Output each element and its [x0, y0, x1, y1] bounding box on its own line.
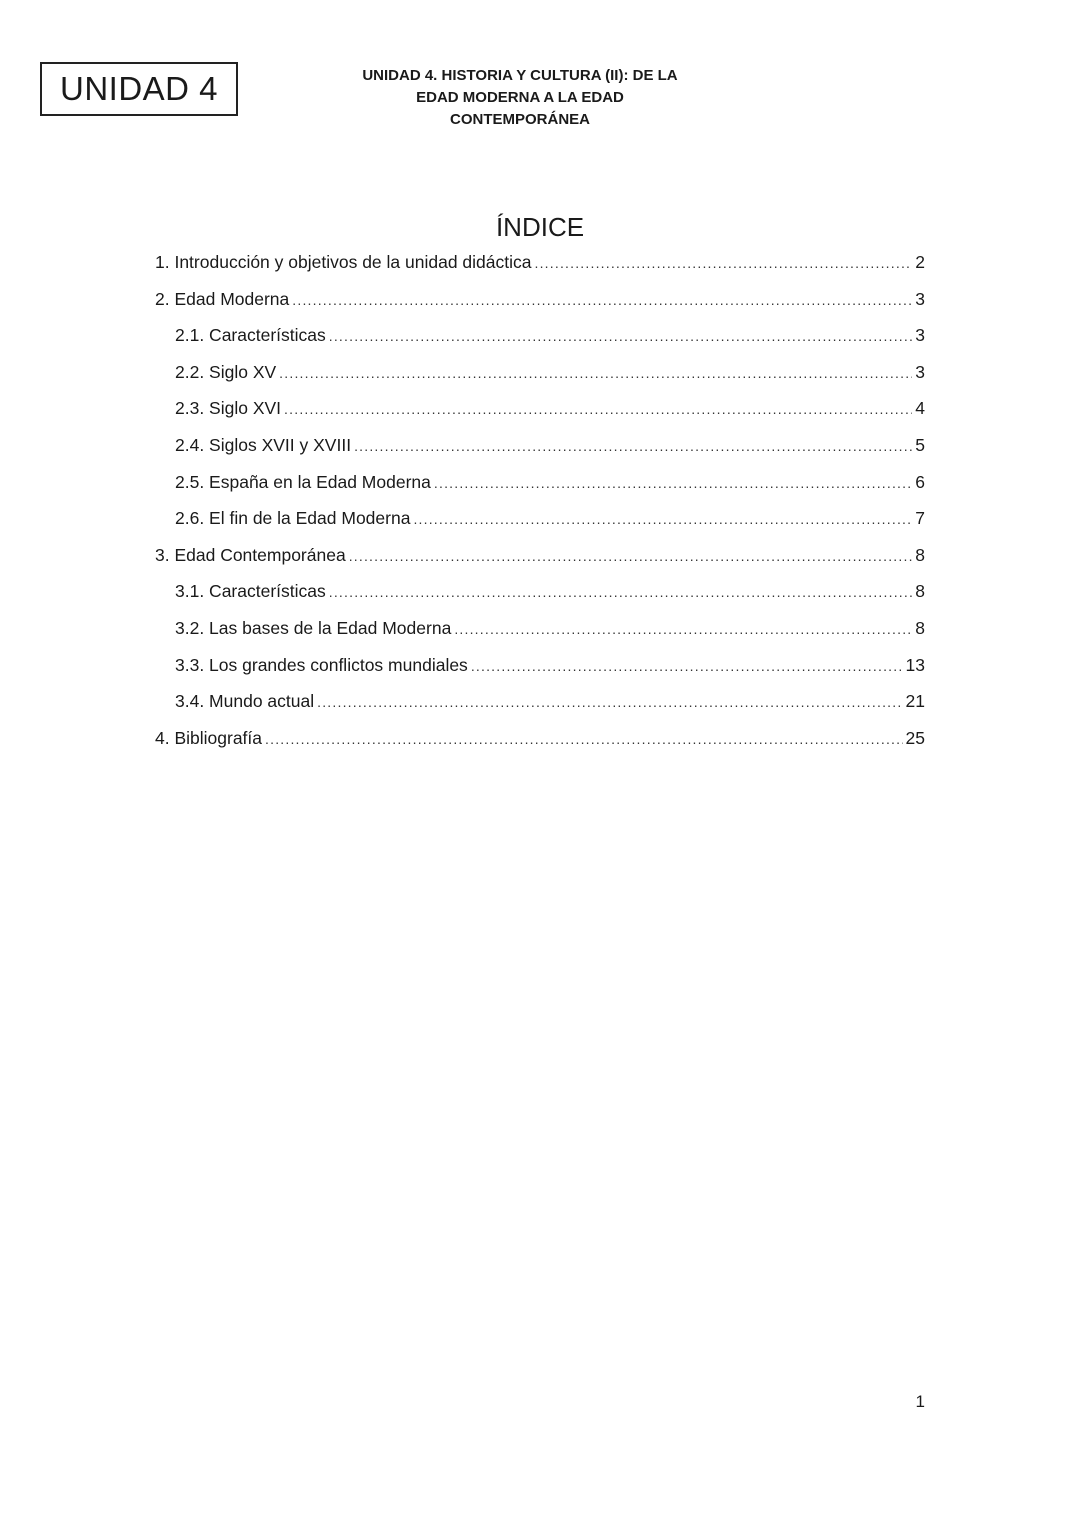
toc-entry-page: 7: [915, 508, 925, 529]
toc-dot-leader: [471, 648, 903, 685]
toc-entry[interactable]: [155, 683, 925, 720]
toc-dot-leader: [354, 428, 912, 465]
table-of-contents: [155, 244, 925, 756]
toc-entry-page: 3: [915, 288, 925, 309]
toc-entry-page: 4: [915, 398, 925, 419]
header-title-line: EDAD MODERNA A LA EDAD: [416, 89, 624, 106]
toc-dot-leader: [279, 355, 912, 392]
toc-entry-label: 3.2. Las bases de la Edad Moderna: [175, 617, 452, 638]
toc-entry-label: 2. Edad Moderna: [155, 288, 290, 309]
toc-dot-leader: [329, 574, 913, 611]
toc-entry[interactable]: [155, 390, 925, 427]
toc-entry-page: 8: [915, 581, 925, 602]
toc-entry-label: 3.4. Mundo actual: [175, 691, 315, 712]
toc-entry-page: 3: [915, 325, 925, 346]
toc-entry-page: 6: [915, 471, 925, 492]
toc-entry[interactable]: [155, 610, 925, 647]
toc-entry-page: 8: [915, 544, 925, 565]
toc-entry-label: 2.4. Siglos XVII y XVIII: [175, 434, 352, 455]
toc-heading: ÍNDICE: [495, 212, 585, 242]
toc-entry[interactable]: [155, 244, 925, 281]
header-title-line: UNIDAD 4. HISTORIA Y CULTURA (II): DE LA: [362, 67, 678, 84]
unit-label-box: UNIDAD 4: [40, 62, 238, 116]
toc-entry-page: 2: [915, 252, 925, 272]
toc-entry[interactable]: [155, 427, 925, 464]
toc-dot-leader: [454, 611, 912, 648]
toc-entry[interactable]: [155, 500, 925, 537]
toc-entry[interactable]: [155, 720, 925, 757]
toc-entry-label: 2.2. Siglo XV: [175, 361, 277, 382]
toc-entry-page: 5: [915, 434, 925, 455]
toc-dot-leader: [317, 684, 902, 721]
toc-dot-leader: [329, 318, 913, 355]
toc-entry-page: 25: [905, 727, 925, 748]
page-number: 1: [915, 1392, 925, 1411]
toc-dot-leader: [413, 501, 912, 538]
toc-entry-label: 3.3. Los grandes conflictos mundiales: [175, 654, 468, 675]
toc-dot-leader: [535, 245, 913, 282]
header-title-line: CONTEMPORÁNEA: [449, 111, 590, 128]
toc-entry-label: 3.1. Características: [175, 581, 326, 602]
toc-dot-leader: [265, 721, 903, 758]
document-header-title: [330, 65, 710, 131]
toc-entry[interactable]: [155, 537, 925, 574]
toc-entry[interactable]: [155, 647, 925, 684]
toc-entry-label: 2.5. España en la Edad Moderna: [175, 471, 431, 492]
toc-entry[interactable]: [155, 573, 925, 610]
toc-dot-leader: [349, 538, 913, 575]
toc-entry[interactable]: [155, 464, 925, 501]
toc-entry[interactable]: [155, 281, 925, 318]
toc-dot-leader: [292, 282, 912, 319]
toc-dot-leader: [284, 391, 912, 428]
toc-entry[interactable]: [155, 317, 925, 354]
toc-entry-label: 2.6. El fin de la Edad Moderna: [175, 508, 411, 529]
toc-entry-label: 2.3. Siglo XVI: [175, 398, 282, 419]
toc-entry-page: 8: [915, 617, 925, 638]
toc-entry-label: 1. Introducción y objetivos de la unidad didáctica: [155, 252, 532, 272]
toc-entry-label: 2.1. Características: [175, 325, 326, 346]
toc-entry-page: 3: [915, 361, 925, 382]
toc-entry-page: 21: [905, 691, 925, 712]
toc-entry-label: 3. Edad Contemporánea: [155, 544, 346, 565]
toc-entry-label: 4. Bibliografía: [155, 727, 263, 748]
toc-entry-page: 13: [905, 654, 925, 675]
toc-dot-leader: [434, 465, 912, 502]
toc-entry[interactable]: [155, 354, 925, 391]
